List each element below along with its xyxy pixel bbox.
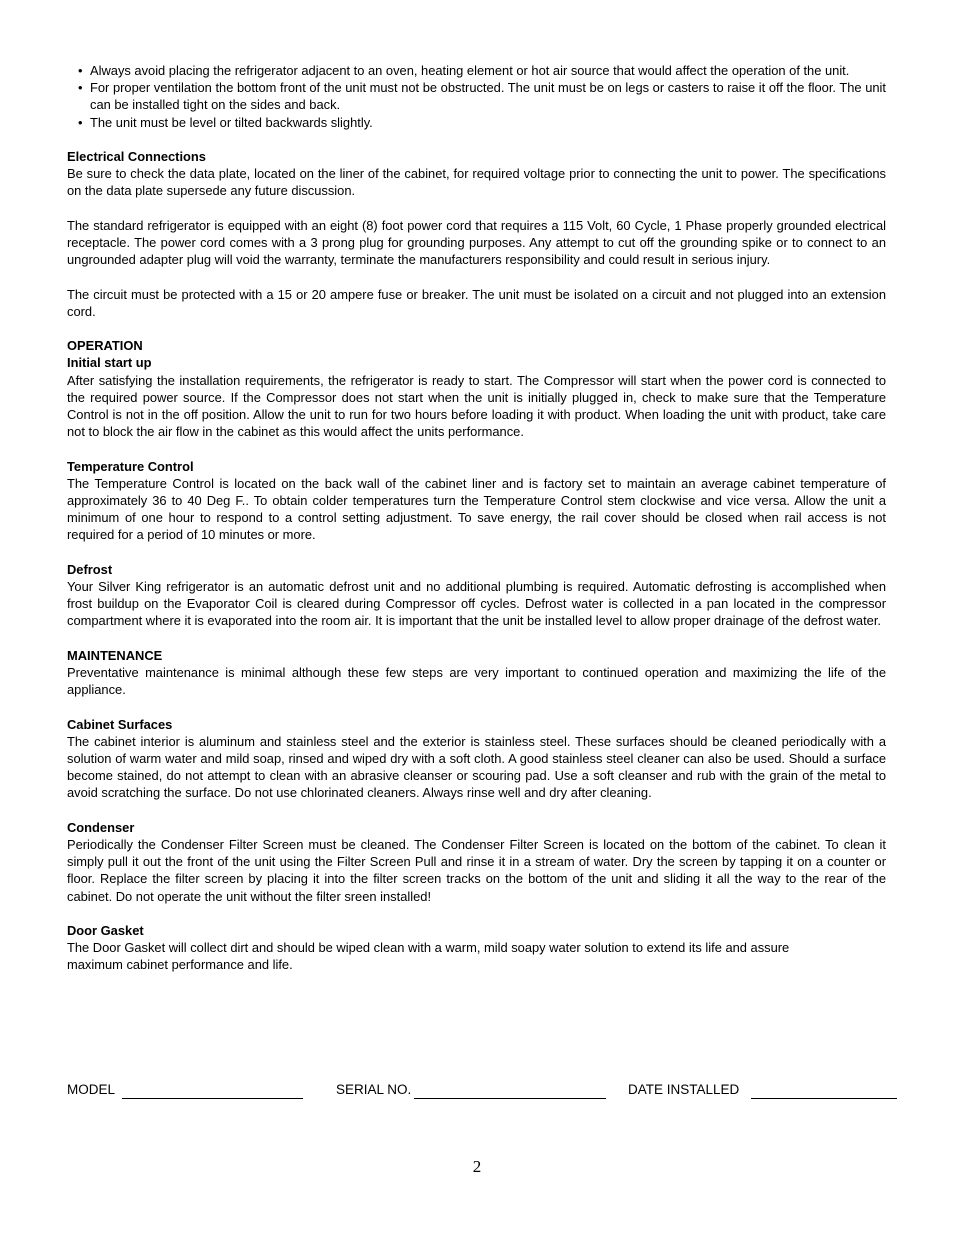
model-field[interactable] xyxy=(122,1098,303,1099)
date-installed-field[interactable] xyxy=(751,1098,897,1099)
date-installed-label: DATE INSTALLED xyxy=(628,1082,740,1097)
cabinet-paragraph: The cabinet interior is aluminum and stainless steel and the exterior is stainless steel. These surfaces should be cleaned periodically with a solution of warm water and mild soap, rinsed and wiped dry with a soft cloth. A good stainless steel cleaner can also be used. Should a surface become stained, do not attempt to clean with an abrasive cleanser or scouring pad. Use a soft cleanser and rub with the grain of the metal to avoid scratching the surface. Do not use chlorinated cleaners. Always rinse well and dry after cleaning. xyxy=(67,733,886,801)
operation-heading: OPERATION xyxy=(67,338,143,354)
electrical-paragraph: The standard refrigerator is equipped with an eight (8) foot power cord that requires a 115 Volt, 60 Cycle, 1 Phase properly grounded electrical receptacle. The power cord comes with a 3 prong plug for grounding purposes. Any attempt to cut off the grounding spike or to connect to an ungrounded adapter plug will void the warranty, terminate the manufacturers responsibility and could result in serious injury. xyxy=(67,217,886,268)
electrical-paragraph: Be sure to check the data plate, located on the liner of the cabinet, for required voltage prior to connecting the unit to power. The specifications on the data plate supersede any future discussion. xyxy=(67,166,886,199)
bullet-item: • Always avoid placing the refrigerator adjacent to an oven, heating element or hot air source that would affect the operation of the unit. xyxy=(67,62,886,79)
page-body xyxy=(67,62,886,974)
serial-label: SERIAL NO. xyxy=(336,1082,412,1097)
defrost-heading: Defrost xyxy=(67,561,113,577)
condenser-heading: Condenser xyxy=(67,819,135,835)
installation-record xyxy=(0,1082,954,1102)
gasket-line: maximum cabinet performance and life. xyxy=(67,957,293,973)
temperature-heading: Temperature Control xyxy=(67,458,194,474)
gasket-heading: Door Gasket xyxy=(67,923,144,938)
startup-paragraph: After satisfying the installation requirements, the refrigerator is ready to start. The Compressor will start when the power cord is connected to the required power source. If the Compressor does not start when the unit is initially plugged in, check to make sure that the Temperature Control is not in the off position. Allow the unit to run for two hours before loading it with product. When loading the unit with product, take care not to block the air flow in the cabinet as this would affect the units performance. xyxy=(67,372,886,440)
defrost-paragraph: Your Silver King refrigerator is an automatic defrost unit and no additional plumbing is required. Automatic defrosting is accomplished when frost buildup on the Evaporator Coil is cleared during Compressor off cycles. Defrost water is collected in a pan located in the compressor compartment where it is evaporated into the room air. It is important that the unit be installed level to allow proper drainage of the defrost water. xyxy=(67,579,886,629)
bullet-item: • For proper ventilation the bottom front of the unit must not be obstructed. The unit must be on legs or casters to raise it off the floor. The unit can be installed tight on the sides and back. xyxy=(67,79,886,113)
bullet-item: • The unit must be level or tilted backwards slightly. xyxy=(67,114,886,131)
gasket-line: The Door Gasket will collect dirt and should be wiped clean with a warm, mild soapy water solution to extend its life and assure xyxy=(67,940,790,956)
electrical-paragraph: The circuit must be protected with a 15 or 20 ampere fuse or breaker. The unit must be isolated on a circuit and not plugged into an extension cord. xyxy=(67,286,886,319)
page-number: 2 xyxy=(472,1157,482,1176)
model-label: MODEL xyxy=(67,1082,116,1097)
maintenance-heading: MAINTENANCE xyxy=(67,647,163,663)
condenser-paragraph: Periodically the Condenser Filter Screen must be cleaned. The Condenser Filter Screen is located on the bottom of the cabinet. To clean it simply pull it out the front of the unit using the Filter Screen Pull and rinse it in a stream of water. Dry the screen by tapping it on a counter or floor. Replace the filter screen by placing it into the filter screen tracks on the bottom of the unit and sliding it all the way to the rear of the cabinet. Do not operate the unit without the filter sreen installed! xyxy=(67,837,886,904)
maintenance-intro: Preventative maintenance is minimal although these few steps are very important to continued operation and maximizing the life of the appliance. xyxy=(67,665,886,698)
serial-field[interactable] xyxy=(414,1098,606,1099)
startup-heading: Initial start up xyxy=(67,355,152,371)
installation-bullets xyxy=(67,62,886,131)
electrical-heading: Electrical Connections xyxy=(67,149,206,164)
cabinet-heading: Cabinet Surfaces xyxy=(67,716,173,732)
temperature-paragraph: The Temperature Control is located on the back wall of the cabinet liner and is factory set to maintain an average cabinet temperature of approximately 36 to 40 Deg F.. To obtain colder temperatures turn the Temperature Control stem clockwise and vice versa. Allow the unit a minimum of one hour to respond to a control setting adjustment. To save energy, the rail cover should be closed when rail access is not required for a period of 10 minutes or more. xyxy=(67,475,886,543)
